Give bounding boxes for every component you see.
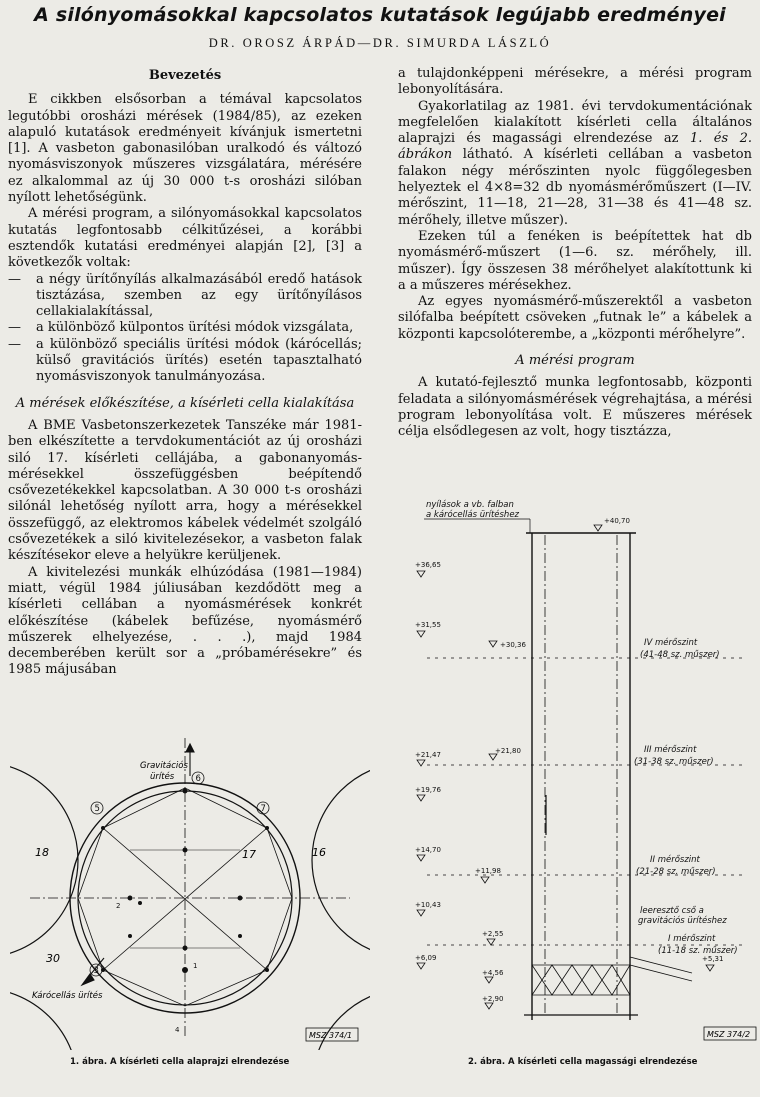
elevation-label: +36,65: [415, 561, 441, 569]
karo-label: Kárócellás ürítés: [32, 991, 103, 1001]
list-item: — a négy ürítőnyílás alkalmazásából eredő hatások tisztázása, szemben az egy ürítőnyílásos cellakialakítással,: [8, 271, 362, 320]
elevation-label: +2,90: [482, 995, 504, 1003]
elevation-label: +31,55: [415, 621, 441, 629]
paragraph: A mérési program, a silónyomásokkal kapcsolatos kutatás legfontosabb célkitűzései, a korábbi esztendők kutatási eredményei alapján [2], [3] a következők voltak:: [8, 206, 362, 271]
level-iii-label: III mérőszint: [644, 745, 697, 755]
article-title: A silónyomásokkal kapcsolatos kutatások legújabb eredményei: [34, 4, 726, 26]
gravity-label: Gravitációs: [140, 761, 188, 771]
circle-number: 6: [195, 774, 201, 784]
goal-list: [8, 272, 362, 386]
paragraph: Gyakorlatilag az 1981. évi tervdokumentációnak megfelelően kialakított kísérleti cella általános alaprajzi és magassági elrendezése az 1. és 2. ábrákon látható. A kísérleti cellában a vasbeton falakon négy mérőszinten nyolc függőlegesben helyeztek el 4×8=32 db nyomásmérőműszert (I—IV. mérőszint, 11—18, 21—28, 31—38 és 41—48 sz. mérőhely, illetve műszer).: [398, 98, 752, 228]
elevation-label: +19,76: [415, 786, 441, 794]
level-i-detail: (11-18 sz. műszer): [658, 946, 738, 956]
elevation-label: +14,70: [415, 846, 441, 854]
top-opening-label: nyílások a vb. falban: [426, 500, 514, 510]
circle-number: 7: [260, 804, 266, 814]
circle-number: 1: [193, 962, 198, 970]
level-iii-detail: (31-38 sz. műszer): [634, 757, 714, 767]
figure-1-plan-drawing: [10, 738, 370, 1050]
list-item: — a különböző speciális ürítési módok (kárócellás; külső gravitációs ürítés) esetén tapasztalható nyomásviszonyok tanulmányozása.: [8, 336, 362, 385]
drain-tube-label: leeresztő cső a: [640, 906, 704, 916]
figure-2-elevation-drawing: [412, 495, 758, 1050]
elevation-label: +11,98: [475, 867, 501, 875]
figure-2-caption: 2. ábra. A kísérleti cella magassági elrendezése: [468, 1057, 698, 1067]
left-column: [8, 66, 362, 679]
elevation-label: +5,31: [702, 955, 724, 963]
right-column: [398, 66, 752, 441]
level-i-label: I mérőszint: [668, 934, 716, 944]
gravity-label: ürítés: [150, 772, 175, 782]
elevation-label: +21,80: [495, 747, 521, 755]
cell-number: 30: [46, 952, 60, 965]
figure-stamp: MSZ 374/1: [309, 1031, 353, 1040]
circle-number: 2: [116, 902, 121, 910]
level-ii-detail: (21-28 sz. műszer): [636, 867, 716, 877]
elevation-label: +4,56: [482, 969, 504, 977]
elevation-label: +10,43: [415, 901, 441, 909]
cell-number: 18: [35, 846, 49, 859]
paragraph: A kivitelezési munkák elhúzódása (1981—1984) miatt, végül 1984 júliusában kezdődött meg a kísérleti cellában a nyomásmérések konkrét előkészítése (kábelek befűzése, nyomásmérő műszerek elhelyezése, . . .), majd 1984 decemberében került sor a „próbamérésekre” és 1985 májusában: [8, 564, 362, 678]
level-iv-label: IV mérőszint: [644, 638, 698, 648]
top-opening-label: a kárócellás ürítéshez: [426, 510, 520, 520]
circle-number: 3: [93, 966, 99, 976]
level-ii-label: II mérőszint: [650, 855, 700, 865]
section-heading-program: A mérési program: [515, 353, 635, 369]
paragraph: A kutató-fejlesztő munka legfontosabb, központi feladata a silónyomásmérések végrehajtása, a mérési program lebonyolítása volt. E műszeres mérések célja elsődlegesen az volt, hogy tisztázza,: [398, 375, 752, 440]
list-item: — a különböző külpontos ürítési módok vizsgálata,: [8, 320, 354, 336]
paragraph: Ezeken túl a fenéken is beépítettek hat db nyomásmérő-műszert (1—6. sz. mérőhely, ill. műszer). Így összesen 38 mérőhelyet alakítottunk ki a a műszeres mérésekhez.: [398, 228, 752, 293]
section-heading-preparation: A mérések előkészítése, a kísérleti cella kialakítása: [15, 395, 355, 411]
paragraph: A BME Vasbetonszerkezetek Tanszéke már 1981-ben elkészítette a tervdokumentációt az új orosházi siló 17. kísérleti cellájába, a gabonanyomás-mérésekkel összefüggésben beépítendő csővezetékekkel kapcsolatban. A 30 000 t-s orosházi silónál lehetőség nyílott arra, hogy a mérésekkel összefüggő, az elektromos kábelek védelmét szolgáló csővezetékek a siló kivitelezésekor, a vasbeton falak készítésekor eleve a helyükre kerüljenek.: [8, 417, 362, 564]
level-iv-detail: (41-48 sz. műszer): [640, 650, 720, 660]
article-authors: DR. OROSZ ÁRPÁD—DR. SIMURDA LÁSZLÓ: [208, 36, 552, 50]
elevation-label: +21,47: [415, 751, 441, 759]
cell-number: 16: [312, 846, 326, 859]
circle-number: 4: [175, 1026, 180, 1034]
figure-1-caption: 1. ábra. A kísérleti cella alaprajzi elrendezése: [70, 1057, 290, 1067]
section-heading-intro: Bevezetés: [148, 68, 222, 83]
elevation-label: +30,36: [500, 641, 526, 649]
cell-number: 17: [242, 848, 256, 861]
paragraph: E cikkben elsősorban a témával kapcsolatos legutóbbi orosházi mérések (1984/85), az ezeken alapuló kutatások eredményeit kívánjuk ismertetni [1]. A vasbeton gabonasilóban uralkodó és változó nyomásviszonyok műszeres vizsgálatára, mérésére ez alkalommal az új 30 000 t-s orosházi silóban nyílott lehetőségünk.: [8, 92, 362, 206]
circle-number: 5: [94, 804, 100, 814]
paragraph: Az egyes nyomásmérő-műszerektől a vasbeton silófalba beépített csöveken „futnak le” a kábelek a központi kapcsolóterembe, a „központi mérőhelyre”.: [398, 294, 752, 342]
elevation-label: +2,55: [482, 930, 504, 938]
elevation-label: +40,70: [604, 517, 630, 525]
paragraph: a tulajdonképpeni mérésekre, a mérési program lebonyolítására.: [398, 66, 752, 98]
figure-stamp: MSZ 374/2: [707, 1030, 751, 1039]
drain-tube-label: gravitációs ürítéshez: [638, 916, 727, 926]
elevation-label: +6,09: [415, 954, 437, 962]
